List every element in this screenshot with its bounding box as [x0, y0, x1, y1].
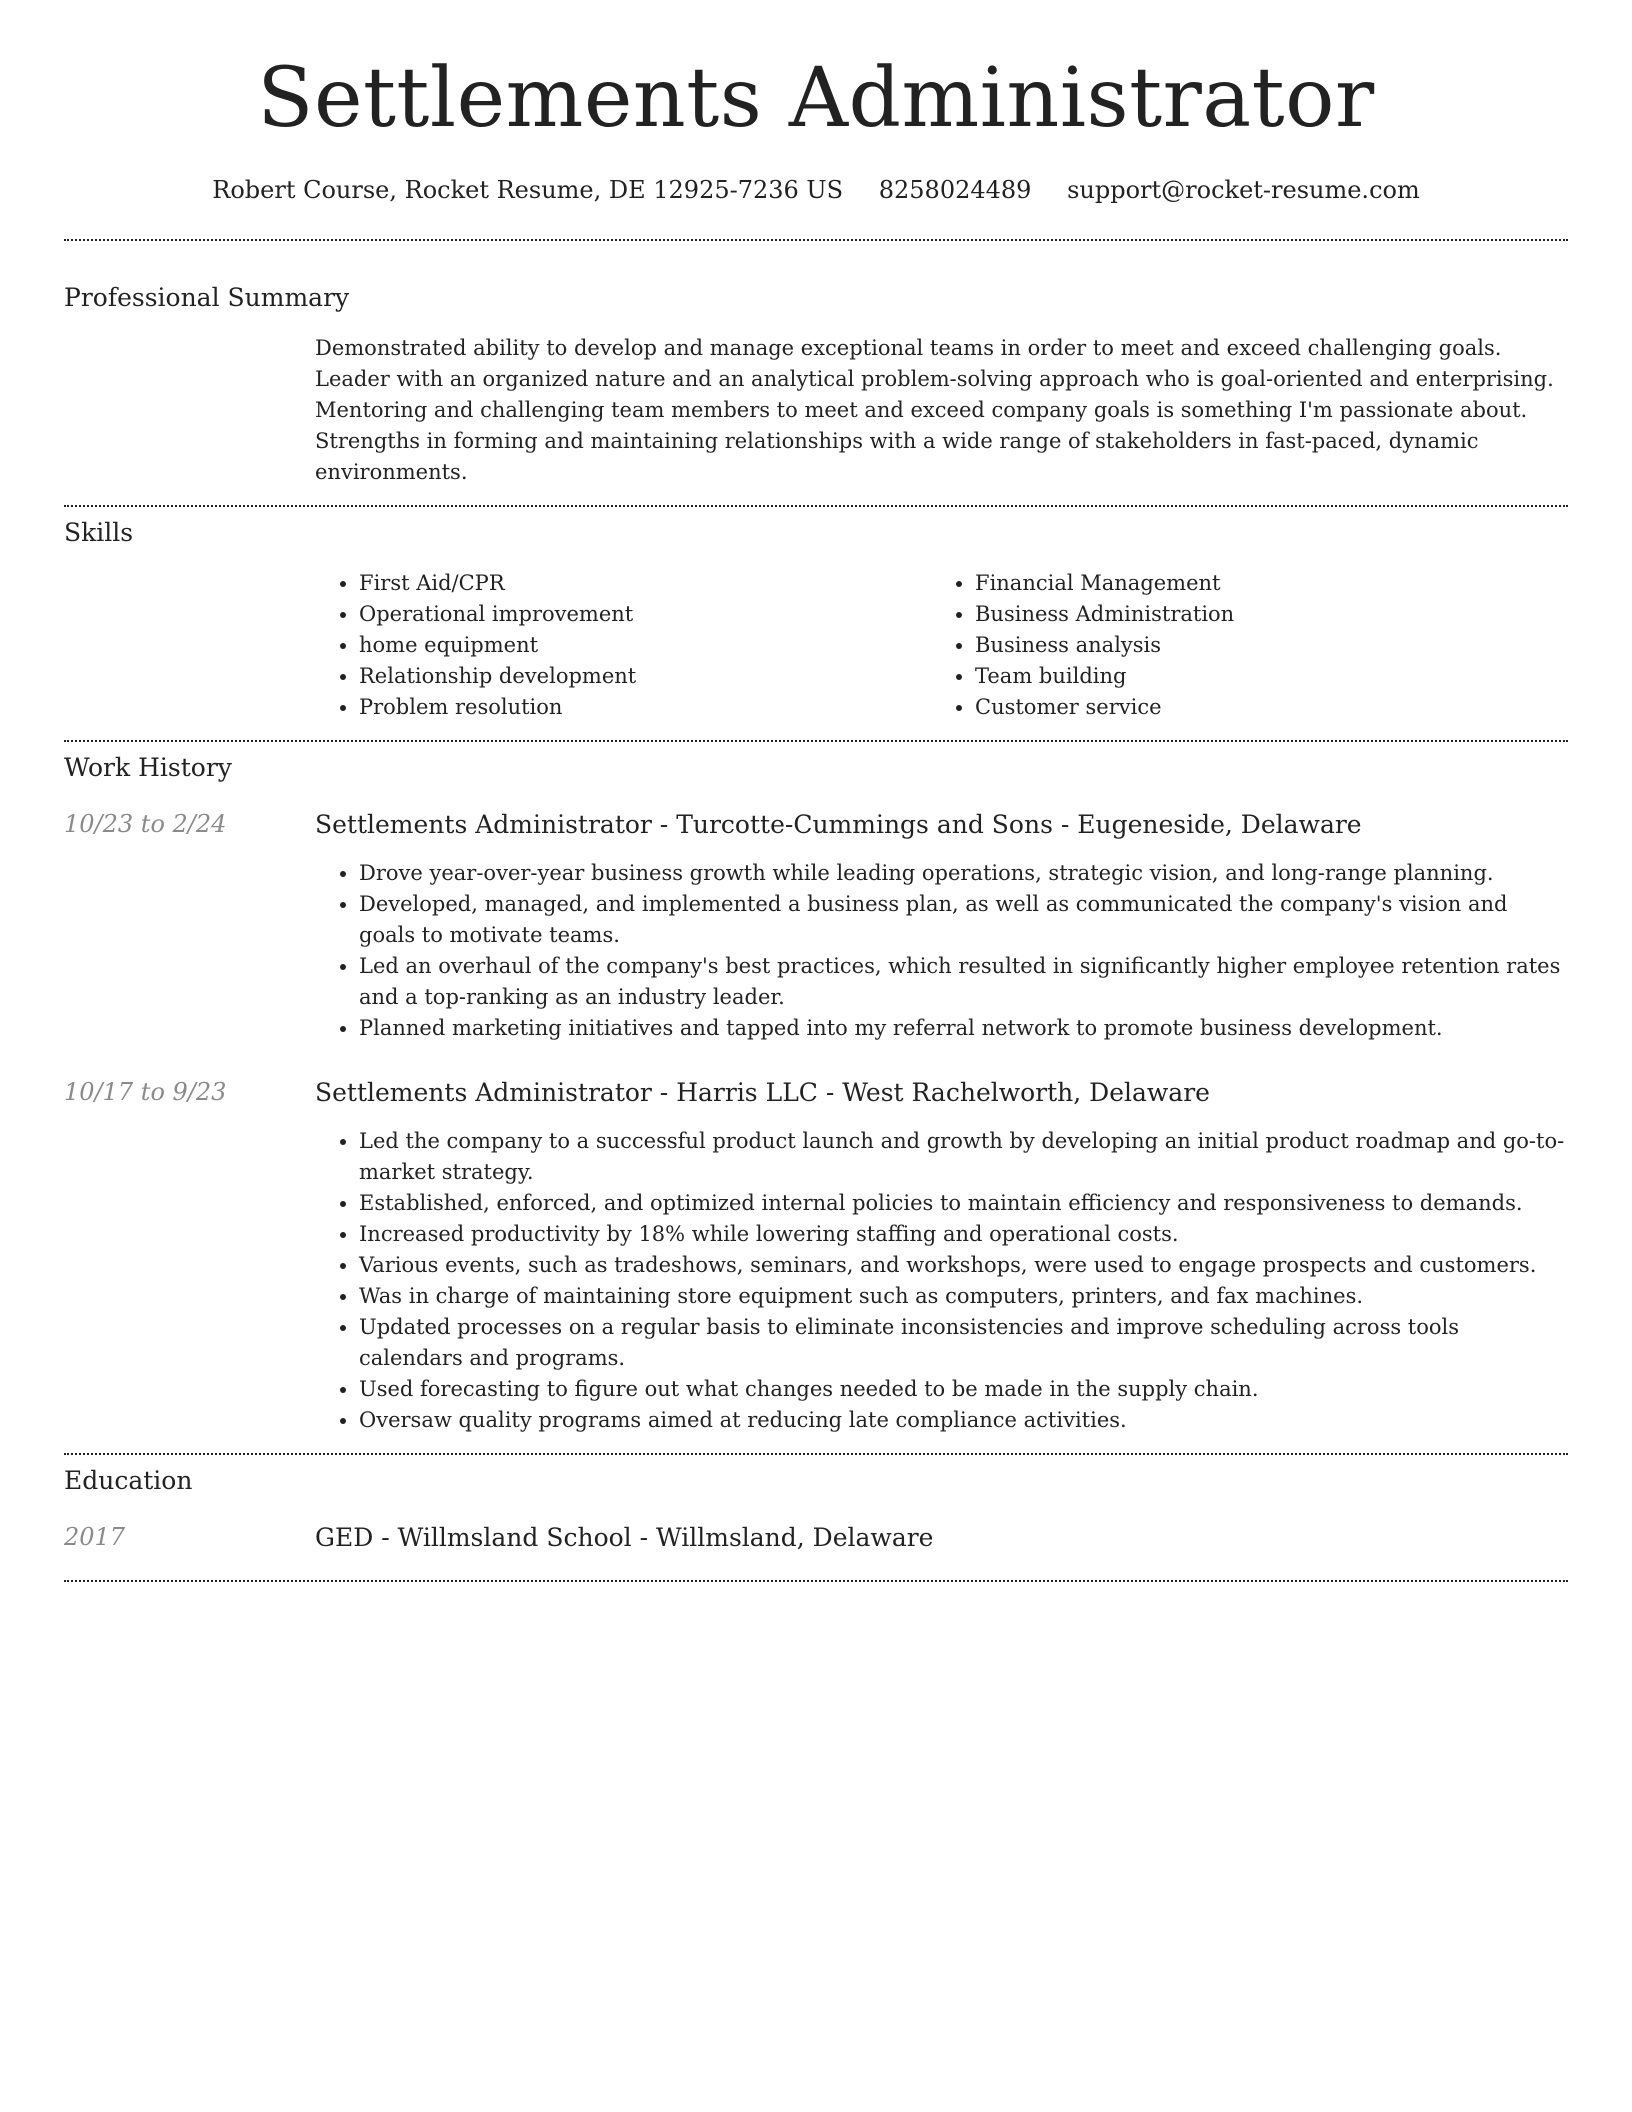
summary-text: Demonstrated ability to develop and manage exceptional teams in order to meet and exceed challenging goals. Leader with an organized nature and an analytical problem-solving approach who is goal-oriented and enterprising. Mentoring and challenging team members to meet and exceed company goals is something I'm passionate about. Strengths in forming and maintaining relationships with a wide range of stakeholders in fast-paced, dynamic environments.	[315, 335, 1554, 484]
divider	[64, 239, 1568, 241]
job-bullet: • Was in charge of maintaining store equipment such as computers, printers, and fax machines.	[359, 1281, 1568, 1312]
job-bullet: • Increased productivity by 18% while lowering staffing and operational costs.	[359, 1219, 1568, 1250]
job-heading: Settlements Administrator - Turcotte-Cummings and Sons - Eugeneside, Delaware	[315, 809, 1362, 839]
job-bullet: • Established, enforced, and optimized internal policies to maintain efficiency and responsiveness to demands.	[359, 1188, 1568, 1219]
divider	[64, 505, 1568, 507]
candidate-name: Settlements Administrator	[257, 51, 1375, 146]
section-title-education: Education	[64, 1465, 193, 1495]
skill-item: • Relationship development	[359, 661, 975, 692]
skill-item: • First Aid/CPR	[359, 568, 975, 599]
contact-line	[64, 176, 1568, 205]
skills-list-right	[975, 568, 1591, 723]
skill-item: • Customer service	[975, 692, 1591, 723]
job-heading: Settlements Administrator - Harris LLC - West Rachelworth, Delaware	[315, 1077, 1210, 1107]
skill-item: • Team building	[975, 661, 1591, 692]
divider	[64, 1580, 1568, 1582]
skills-section	[64, 518, 1568, 723]
education-section	[64, 1466, 1568, 1553]
job-bullet: • Developed, managed, and implemented a business plan, as well as communicated the company's vision and goals to motivate teams.	[359, 889, 1568, 951]
section-title-skills: Skills	[64, 517, 134, 547]
job-bullet: • Planned marketing initiatives and tapped into my referral network to promote business development.	[359, 1013, 1568, 1044]
skill-item: • Business Administration	[975, 599, 1591, 630]
skill-item: • Business analysis	[975, 630, 1591, 661]
job-bullet: • Led the company to a successful product launch and growth by developing an initial product roadmap and go-to-market strategy.	[359, 1126, 1568, 1188]
skill-item: • Problem resolution	[359, 692, 975, 723]
divider	[64, 1453, 1568, 1455]
contact-address: Robert Course, Rocket Resume, DE 12925-7236 US	[212, 176, 844, 204]
contact-email: support@rocket-resume.com	[1067, 176, 1420, 204]
job-bullet: • Updated processes on a regular basis to eliminate inconsistencies and improve scheduling across tools calendars and programs.	[359, 1312, 1568, 1374]
divider	[64, 740, 1568, 742]
skill-item: • Operational improvement	[359, 599, 975, 630]
skill-item: • Financial Management	[975, 568, 1591, 599]
education-entry	[64, 1523, 1568, 1553]
job-bullets	[315, 858, 1568, 1044]
job-entry	[64, 1078, 1568, 1436]
job-bullet: • Used forecasting to figure out what changes needed to be made in the supply chain.	[359, 1374, 1568, 1405]
skill-item: • home equipment	[359, 630, 975, 661]
skills-list-left	[315, 568, 975, 723]
summary-section	[64, 283, 1568, 488]
education-year: 2017	[64, 1522, 126, 1551]
job-bullet: • Led an overhaul of the company's best practices, which resulted in significantly higher employee retention rates and a top-ranking as an industry leader.	[359, 951, 1568, 1013]
education-heading: GED - Willmsland School - Willmsland, Delaware	[315, 1522, 934, 1552]
job-entry	[64, 810, 1568, 1044]
section-title-work: Work History	[64, 752, 232, 782]
contact-phone: 8258024489	[878, 176, 1032, 204]
job-bullet: • Drove year-over-year business growth while leading operations, strategic vision, and long-range planning.	[359, 858, 1568, 889]
job-bullet: • Oversaw quality programs aimed at reducing late compliance activities.	[359, 1405, 1568, 1436]
job-bullets	[315, 1126, 1568, 1436]
work-section	[64, 753, 1568, 1436]
job-bullet: • Various events, such as tradeshows, seminars, and workshops, were used to engage prospects and customers.	[359, 1250, 1568, 1281]
job-dates: 10/17 to 9/23	[64, 1077, 227, 1106]
job-dates: 10/23 to 2/24	[64, 809, 227, 838]
section-title-summary: Professional Summary	[64, 282, 350, 312]
